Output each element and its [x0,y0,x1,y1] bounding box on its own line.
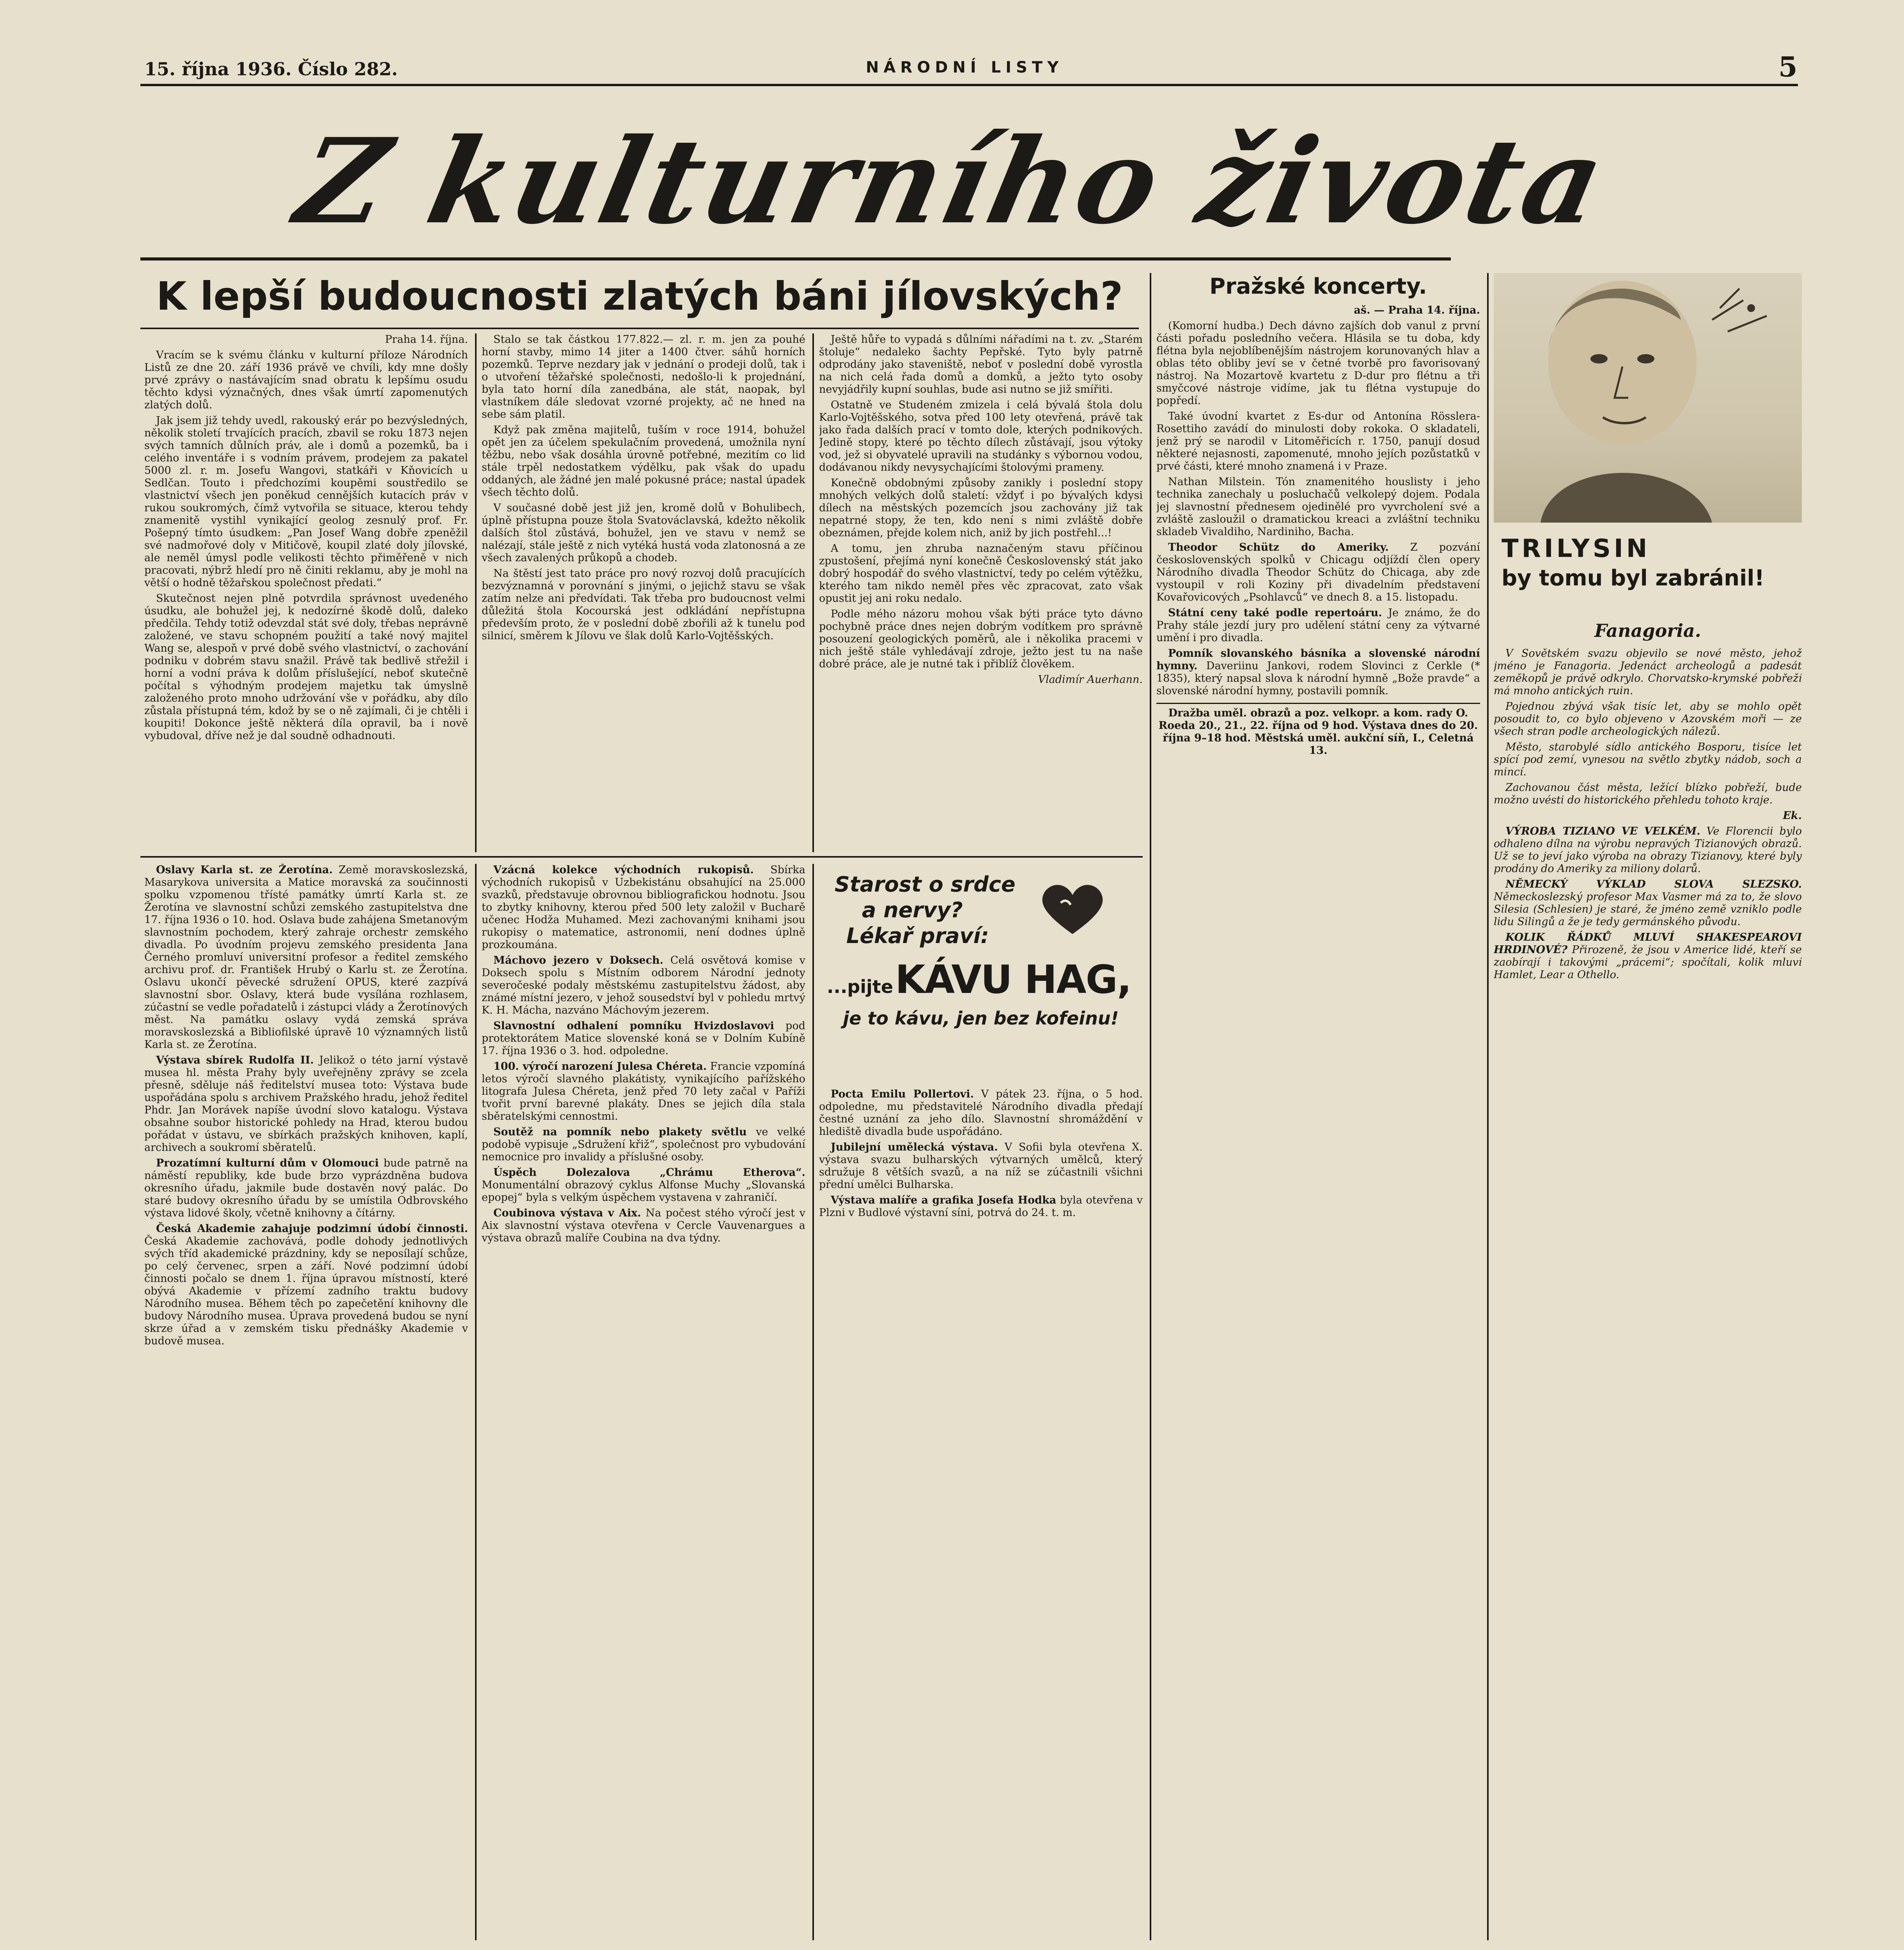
news-item-title: Vzácná kolekce východních rukopisů. [493,864,754,876]
ad-brand: KÁVU HAG, [895,957,1131,1002]
header-rule [140,84,1798,86]
news-item [482,1166,805,1204]
column-divider [812,333,814,852]
trilysin-slogan: by tomu byl zabránil! [1502,566,1764,591]
dateline: Praha 14. října. [385,333,468,346]
sidebar-item-title: KOLIK ŘÁDKŮ MLUVÍ SHAKESPEAROVI HRDINOVÉ? [1494,931,1802,956]
news-item-text: Jelikož o této jarní výstavě musea hl. města Prahy byly uveřejněny zprávy se zcela přesně, sděluje náš ředitelství musea toto: Výstava bude uspořádána spolu s archivem Pražského hradu, jehož ředitel Phdr. Jan Morávek napíše úvodní slovo katalogu. Výstava obsahne soubor historické pohledy na Hrad, kterou budou pořádat v ústavu, ve sbírkách pražských knihoven, kaplí, archivech a soukromí sběratelů. [144,1054,468,1154]
concerts-paragraph: Nathan Milstein. Tón znamenitého houslisty i jeho technika zanechaly u posluchačů velkolepý dojem. Podala jej slavnostní přednesem ojedinělé pro vyvrcholení své a zvláště zasloužil o dramatickou kreaci a zvláštní techniku skladeb Vivaldiho, Nardiniho, Bacha. [1156,476,1480,538]
section-rule [140,856,1143,858]
ad-line: Lékař praví: [846,924,989,948]
ad-line: a nervy? [862,898,963,922]
article-paragraph: Konečně obdobnými způsoby zanikly i poslední stopy mnohých velkých dolů staletí: vždyť i po bývalých kdysi dílech na městských pozemcích jsou zachovány již tak nepatrné stopy, že ten, kdo není s nimi zvláště dobře obeznámen, přejde kolem nich, aniž by jich postřehl...! [819,477,1143,539]
ad-prefix: ...pijte [827,976,893,997]
sidebar-item-title: VÝROBA TIZIANO VE VELKÉM. [1505,825,1700,837]
fanagoria-col [1494,647,1802,1940]
news-item-text: Česká Akademie zachovává, podle dohody jednotlivých svých tříd akademické prázdniny, kdy se neposílají schůze, po celý červenec, srpen a září. Nové podzimní údobí činnosti počalo se dnem 1. října úpravou místností, které obývá Akademie v přízemí zadního traktu budovy Národního musea. Během těch po zapečetění knihovny dle budovy Národního musea. Úprava provedená budou se nyní skrze úřad a v zemském tisku přednášky Akademie v budově musea. [144,1235,468,1347]
article-paragraph: Na štěstí jest tato práce pro nový rozvoj dolů pracujících bezvýznamná v porovnání s jinými, o jejichž stavu se však zatím nelze ani předvídati. Tak třeba pro budoucnost velmi důležitá štola Kocourská jest odkládání nepřístupna především proto, že v poslední době zbořili až k tunelu pod silnicí, směrem k Jílovu ve šlak dolů Karlo-Vojtěšských. [482,567,805,642]
news-item [482,1020,805,1057]
sidebar-item-text: Německoslezský profesor Max Vasmer má za to, že slovo Silesia (Schlesien) je staré, že jméno země vzniklo podle lidu Silingů a že je tedy germánského původu. [1494,891,1802,928]
news-item [144,864,468,1051]
news-item-title: Prozatímní kulturní dům v Olomouci [156,1157,379,1169]
news-item-text: Francie vzpomíná letos výročí slavného plakátisty, vynikajícího pařížského litografa Julesa Chéreta, jenž před 70 lety začal v Paříži tvořit první barevné plakáty. Dnes se jejich díla stala sběratelskými cennostmi. [482,1060,805,1122]
news-item-title: Máchovo jezero v Doksech. [493,954,664,966]
concerts-paragraph: (Komorní hudba.) Dech dávno zajších dob vanul z první části pořadu posledního večera. Hlásila se tu doba, kdy flétna byla nejoblíbenějším nástrojem korunovaných hlav a oblas této obliby jeví se v četné tvorbě pro favorisovaný nástroj. Na Mozartově kvartetu z D-dur pro flétnu a tři smyčcové nástroje vidíme, jak tu flétna vystupuje do popředí. [1156,320,1480,407]
concerts-paragraph: Také úvodní kvartet z Es-dur od Antonína Rösslera-Rosettiho zavádí do minulosti doby rokoka. O skladateli, jenž prý se narodil v Litoměřicích r. 1750, panují dosud některé nejasnosti, zapomenuté, mnoho jejích pozůstatků v prvé části, které mnoho znamená i v Praze. [1156,410,1480,472]
sidebar-item-title: NĚMECKÝ VÝKLAD SLOVA SLEZSKO. [1505,878,1802,890]
news-item-text: Z pozvání československých spolků v Chicagu odjíždí člen opery Národního divadla Theodor Schütz do Chicaga, aby zde vystoupil v roli Koziny při divadelním představení Kovařovicových „Psohlavců“ ve dnech 8. a 15. listopadu. [1156,541,1480,603]
concerts-col [1156,304,1480,1940]
fanagoria-paragraph: Město, starobylé sídlo antického Bosporu, tisíce let spící pod zemí, vynesou na světlo zbytky nádob, soch a mincí. [1494,741,1802,778]
news-col2 [482,864,805,1940]
section-masthead: Z kulturního života [286,112,1617,250]
article-paragraph: Skutečnost nejen plně potvrdila správnost uvedeného úsudku, ale bohužel jej, k nedozírné škodě dolů, daleko předčila. Tehdy totiž odevzdal stát své doly, třebas neprávně založené, ve stavu schopném použití a také nový majitel Wang se, alespoň v prvé době svého vlastnictví, o zachování podniku v dobrém stavu snažil. Právě tak bedlivě střežil i horní a vodní práva k dolům příslušející, neboť skutečně počítal s výhodným prodejem majetku tak úmyslně založeného proto mnoho udržování vše v pořádku, aby dílo zůstala přístupná tém, kdož by se o ně zajímali, či je chtěli i koupiti! Dokonce ještě některá díla opravil, ba i nově vybudoval, dříve než je dal soudně odhadnouti. [144,592,468,742]
paper-name: NÁRODNÍ LISTY [866,58,1064,76]
news-item [482,954,805,1017]
sidebar-item [1494,931,1802,981]
news-item-text: V Sofii byla otevřena X. výstava svazu bulharských výtvarných umělců, který sdružuje 8 větších svazů, a na níž se zúčastnili všichni přední umělci Bulharska. [819,1141,1143,1191]
article-signature: Vladimír Auerhann. [1038,674,1143,686]
article-paragraph: Když pak změna majitelů, tuším v roce 1914, bohužel opět jen za účelem spekulačním provedená, umožnila nyní těžbu, nebo však dosáhla úrovně potřebné, mezitím co lid stále trpěl nedostatkem výdělku, pak však do upadu oddaných, ale žádné jen malé pokusné práce; nastal úpadek všech těchto dolů. [482,424,805,498]
news-item-text: byla otevřena v Plzni v Budlové výstavní síni, potrvá do 24. t. m. [819,1194,1143,1219]
news-item [482,1126,805,1163]
news-item-text: V pátek 23. října, o 5 hod. odpoledne, mu představitelé Národního divadla předají čestné uznání za jeho dílo. Slavnostní shromáždění v hlediště divadla bude uspořádáno. [819,1088,1143,1138]
masthead-rule [140,257,1451,261]
main-article-col2 [482,333,805,852]
column-divider [812,864,814,1940]
article-paragraph: Podle mého názoru mohou však býti práce tyto dávno pochybně práce dnes nejen dobrým vodítkem pro správně posouzení geologických poměrů, ale i několika pracemi v nich ještě stále vyhledávají zdroje, ježto jest tu na naše dobré práce, ale je nutné tak i přiblíž člověkem. [819,608,1143,670]
news-col1 [144,864,468,1940]
news-item-title: Pocta Emilu Pollertovi. [831,1088,974,1100]
news-item-title: Státní ceny také podle repertoáru. [1168,607,1382,619]
column-divider [475,333,477,852]
news-item [482,864,805,951]
man-portrait-icon [1494,273,1802,523]
article-paragraph: Jak jsem již tehdy uvedl, rakouský erár po bezvýsledných, několik století trvajících pracích, zbavil se roku 1873 nejen svých tamních důlních práv, ale i domů a pozemků, ba i celého inventáře i s vodním právem, prodejem za pakatel 5000 zl. r. m. Josefu Wangovi, statkáři v Kňovicích u Sedlčan. Touto i předchozími koupěmi soustředilo se vlastnictví všech jen poněkud cennějších kutacích práv v rukou soukromých, čímž vytvořila se situace, kterou tehdy znamenitě vystihl vynikající geolog zesnulý prof. Fr. Pošepný tímto úsudkem: „Pan Josef Wang dobře zpeněžil své nadmořové doly v Mitičově, koupil zlaté doly jílovské, ale neměl úmysl podle velikosti těchto přiměřeně v nich pracovati, nýbrž hledí pro ně činiti reklamu, aby je mohl na větší o hodně těžařskou společnost předati.“ [144,415,468,589]
trilysin-ad-photo [1494,273,1802,523]
sidebar-item-text: Přirozeně, že jsou v Americe lidé, kteří se zaobírají i takovými „prácemi“; spočítali, kolik mluví Hamlet, Lear a Othello. [1494,944,1802,981]
news-item-text: Je známo, že do Prahy stále jezdí jury pro udělení státní ceny za výtvarné umění i pro divadla. [1156,607,1480,644]
news-item-title: Jubilejní umělecká výstava. [831,1141,998,1153]
news-item-text: Daveriinu Jankovi, rodem Slovinci z Cerkle (* 1835), který napsal slova k národní hymně „Bože pravde“ a slovenské národní hymny, postavili pomník. [1156,660,1480,697]
ad-line: Starost o srdce [835,872,1016,897]
news-item [819,1194,1143,1219]
column-divider [1150,273,1151,1940]
sidebar-item-text: Ve Florencii bylo odhaleno dílna na výrobu nepravých Tizianových obrazů. Už se to jeví jako výroba na obrazy Tizianovy, které byly prodány do Ameriky za miliony dolarů. [1494,825,1802,875]
news-item-text: pod protektorátem Matice slovenské koná se v Dolním Kubíně 17. října 1936 o 3. hod. odpoledne. [482,1020,805,1057]
fanagoria-paragraph: Pojednou zbývá však tisíc let, aby se mohlo opět posoudit to, co bylo objeveno v Azovském moři — ze všech stran podle archeologických nálezů. [1494,700,1802,737]
news-item [1156,607,1480,644]
news-item-text: Monumentální obrazový cyklus Alfonse Muchy „Slovanská epopej“ byla s velkým úspěchem vystavena v zahraničí. [482,1179,805,1204]
heart-icon [1037,879,1108,938]
news-item-title: Oslavy Karla st. ze Žerotína. [156,864,333,876]
news-item [1156,541,1480,604]
fanagoria-title: Fanagoria. [1594,620,1701,641]
page-number: 5 [1778,51,1798,83]
concerts-title: Pražské koncerty. [1209,274,1427,299]
news-item-text: bude patrně na náměstí republiky, kde bude brzo vyprázdněna budova okresního úřadu, jakmile bude dostavěn nový palác. Do staré budovy okresního úřadu by se umístila Odbrovského výstava lidové školy, včetně knihovny a čítárny. [144,1157,468,1219]
news-item-title: Výstava sbírek Rudolfa II. [156,1054,314,1066]
hag-coffee-ad [819,864,1143,1082]
news-item-title: 100. výročí narození Julesa Chéreta. [493,1060,707,1072]
article-paragraph: A tomu, jen zhruba naznačeným stavu příčinou zpustošení, přejímá nyní konečně Československý stát jako dobrý hospodář do svého vlastnictví, tedy po celém výtěžku, kterého tam nikdo neměl přes věc zpracovat, zato však opustit jej ani roku nedalo. [819,542,1143,604]
ad-brand-line [819,957,1143,1002]
main-article-col1 [144,333,468,852]
news-item [144,1157,468,1220]
sidebar-item [1494,878,1802,928]
news-item-text: ve velké podobě vypisuje „Sdružení křiž“, společnost pro vybudování nemocnice pro invalidy a příslušné osoby. [482,1126,805,1163]
news-item [144,1054,468,1154]
news-item [1156,647,1480,697]
column-divider [475,864,477,1940]
news-item [144,1223,468,1347]
headline-rule [140,328,1139,329]
fanagoria-signature: Ek. [1783,810,1802,822]
article-paragraph: Stalo se tak částkou 177.822.— zl. r. m. jen za pouhé horní stavby, mimo 14 jiter a 1400 čtver. sáhů horních pozemků. Teprve nezdary jak v jednání o prodeji dolů, tak i o utvoření těžařské společnosti, nedošlo-li k projednání, byla tato horní díla zanedbána, ale stát, naopak, byl vlastníkem dále sledovat vzorné projekty, ač ne hned na sebe sám platil. [482,333,805,420]
article-paragraph: V současné době jest již jen, kromě dolů v Bohulibech, úplně přístupna pouze štola Svatováclavská, kdežto několik dalších štol zůstává, bohužel, jen ve stavu v nemž se nalézají, stále ještě z nich vytéká hustá voda zlatonosná a ze všech zavalených průkopů a chodeb. [482,502,805,564]
article-paragraph: Ostatně ve Studeném zmizela i celá bývalá štola dolu Karlo-Vojtěšského, sotva před 100 lety otevřená, právě tak jako řada dalších prací v tomto dole, kterých podnikových. Jedině stopy, které po těchto dílech zůstávají, jsou výtoky vod, jež si obyvatelé upravili na studánky s výbornou vodou, dodávanou nikdy nevysychajícími štolovými prameny. [819,399,1143,473]
fanagoria-paragraph: V Sovětském svazu objevilo se nové město, jehož jméno je Fanagoria. Jedenáct archeologů a padesát zeměkopů je právě odkrylo. Chorvatsko-krymské pobřeží má mnoho antických ruin. [1494,647,1802,697]
news-item-title: Úspěch Dolezalova „Chrámu Etherova“. [493,1166,805,1179]
news-item [482,1207,805,1244]
news-item-text: Sbírka východních rukopisů v Uzbekistánu obsahující na 25.000 svazků, představuje obrovnou bibliografickou hodnotu. Jsou to zbytky knihovny, kterou před 500 lety založil v Bucharě učenec Hodža Muhamed. Mezi zachovanými knihami jsou rukopisy o matematice, astronomii, není dodnes úplně prozkoumána. [482,864,805,951]
news-item-title: Coubinova výstava v Aix. [493,1207,641,1219]
news-item-title: Soutěž na pomník nebo plakety světlu [493,1126,747,1138]
concerts-byline: aš. — Praha 14. října. [1354,304,1480,316]
news-item-title: Pomník slovanského básníka a slovenské národní hymny. [1156,647,1480,672]
news-item-title: Výstava malíře a grafika Josefa Hodka [831,1194,1057,1206]
ad-line: je to kávu, jen bez kofeinu! [843,1008,1119,1029]
sidebar-item [1494,825,1802,875]
article-paragraph: Vracím se k svému článku v kulturní příloze Národních Listů ze dne 20. září 1936 právě ve chvíli, kdy mne došly prvé zprávy o nastávajícím snad obratu k lepšímu osudu těchto kdysi význačných, dnes však úmrtí zapomenutých zlatých dolů. [144,349,468,411]
news-item-title: Theodor Schütz do Ameriky. [1168,541,1389,553]
issue-date: 15. října 1936. Číslo 282. [144,58,398,80]
news-item [482,1060,805,1123]
news-col3 [819,1088,1143,1940]
fanagoria-paragraph: Zachovanou část města, ležící blízko pobřeží, bude možno uvésti do historického přehledu tohoto kraje. [1494,782,1802,806]
auction-notice: Dražba uměl. obrazů a poz. velkopr. a kom. rady O. Roeda 20., 21., 22. října od 9 hod. Výstava dnes do 20. října 9–18 hod. Městská uměl. aukční síň, I., Celetná 13. [1156,703,1480,757]
trilysin-brand: TRILYSIN [1502,534,1650,563]
news-item-text: Země moravskoslezská, Masarykova universita a Matice moravská za součinnosti spolku vzpomenou třísté památky úmrtí Karla st. ze Žerotína ve slavnostní schůzi zemského zastupitelstva dne 17. října 1936 o 10. hod. Oslava bude zahájena Smetanovým slavnostním pochodem, který zahraje orchestr zemského divadla. Po úvodním projevu zemského presidenta Jana Černého promluví universitní profesor a ředitel zemského archivu prof. dr. František Hrubý o Karlu st. ze Žerotína. Oslavu ukončí pěvecké sdružení OPUS, které zazpívá slavnostní sbor. Oslavy, která bude vysílána rozhlasem, zúčastní se vedle pořadatelů i zástupci vlády a Žerotínových měst. Na památku oslavy vydá zemská správa moravskoslezská a Bibliofilské úpravě 10 významných listů Karla st. ze Žerotína. [144,864,468,1051]
article-paragraph: Ještě hůře to vypadá s důlními nářadími na t. zv. „Starém štoluje“ nedaleko šachty Pepřské. Tyto byly patrně odprodány jako staveniště, neboť v poslední době vyrostla na nich celá řada domů a domků, a ježto tyto osoby nevyjádřily kupní souhlas, bude asi nutno se již smířiti. [819,333,1143,395]
column-divider [1487,273,1489,1940]
main-article-col3 [819,333,1143,852]
news-item-text: Na počest stého výročí jest v Aix slavnostní výstava otevřena v Cercle Vauvenargues a výstava obrazů malíře Coubina na dva týdny. [482,1207,805,1244]
news-item [819,1141,1143,1191]
news-item-text: Celá osvětová komise v Doksech spolu s Místním odborem Národní jednoty severočeské podaly městskému zastupitelstvu žádost, aby známé místní jezero, v jehož sousedství byl v pohledu mrtvý K. H. Mácha, nazváno Máchovým jezerem. [482,954,805,1016]
news-item-title: Česká Akademie zahajuje podzimní údobí činnosti. [156,1223,468,1235]
main-headline: K lepší budoucnosti zlatých báni jílovských? [156,273,1123,319]
news-item [819,1088,1143,1138]
news-item-title: Slavnostní odhalení pomníku Hvizdoslavovi [493,1020,774,1032]
